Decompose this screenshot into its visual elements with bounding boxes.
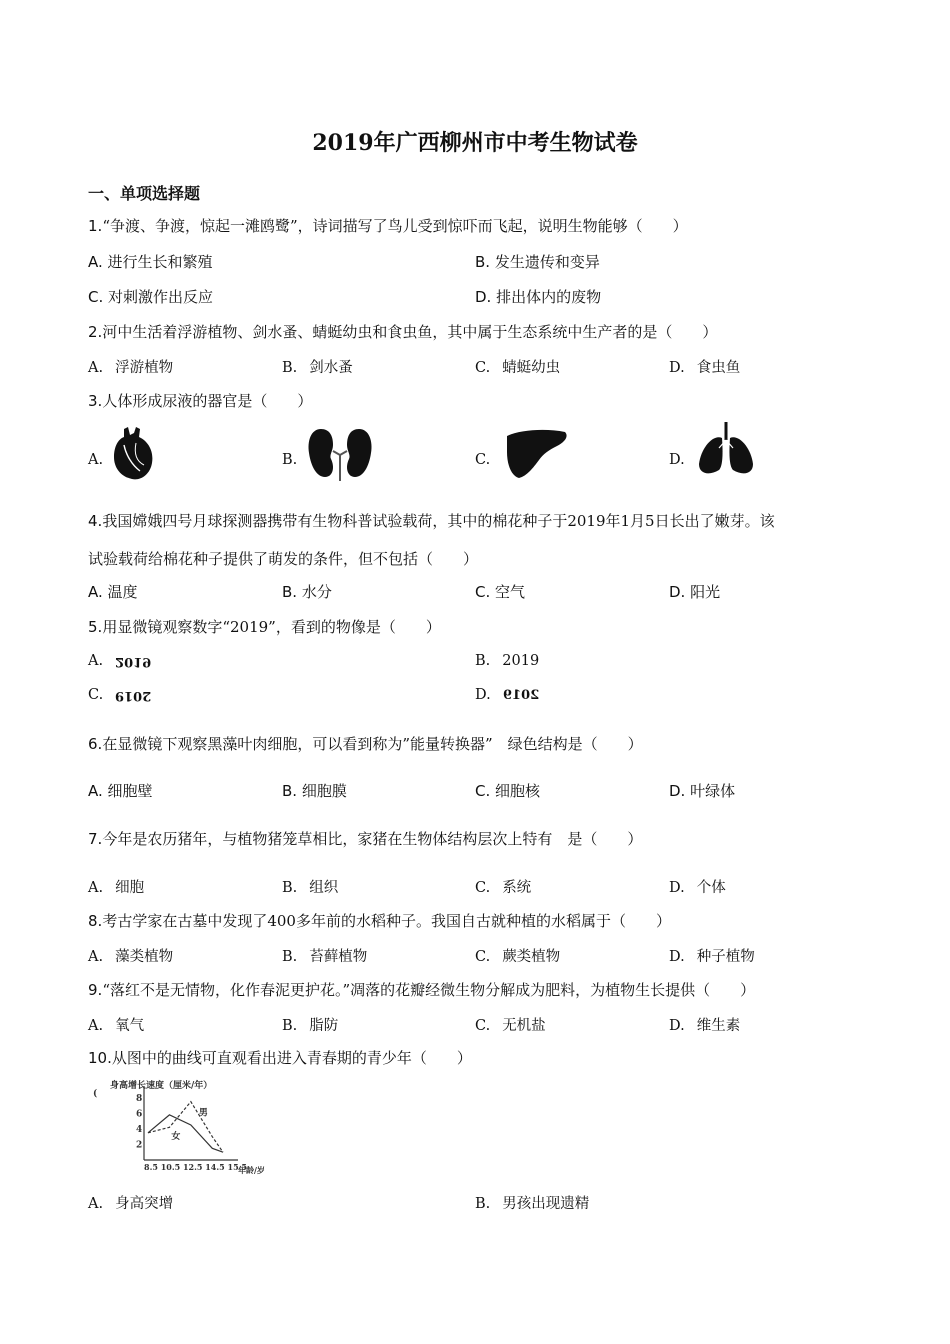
series-line (148, 1102, 223, 1153)
y-tick-label: 8 (136, 1093, 143, 1104)
question-4-cont: 试验载荷给棉花种子提供了萌发的条件，但不包括（ ） (88, 550, 479, 568)
question-9: 9.“落红不是无情物，化作春泥更护花。”凋落的花瓣经微生物分解成为肥料，为植物生长提供（ ） (88, 981, 756, 999)
option-c[interactable]: C. 空气 (475, 583, 526, 601)
option-d[interactable]: D. 种子植物 (669, 949, 755, 965)
y-tick-label: 2 (136, 1140, 143, 1151)
option-c[interactable]: C. (475, 452, 491, 468)
question-7: 7.今年是农历猪年，与植物猪笼草相比，家猪在生物体结构层次上特有 是（ ） (88, 830, 643, 848)
page-title: 2019年广西柳州市中考生物试卷 (312, 130, 638, 156)
option-b[interactable]: B. 脂防 (282, 1018, 339, 1034)
y-tick-label: 4 (136, 1124, 143, 1135)
option-b[interactable]: B. 水分 (282, 583, 332, 601)
option-b[interactable]: B. 剑水蚤 (282, 360, 353, 376)
option-b[interactable]: B. 苔藓植物 (282, 949, 368, 965)
option-a[interactable]: A. 进行生长和繁殖 (88, 253, 213, 271)
y-tick-label: 6 (136, 1109, 143, 1120)
option-c[interactable]: C. 2019 (88, 687, 152, 703)
option-a[interactable]: A. 2019 (88, 653, 152, 669)
option-a[interactable]: A. 身高突增 (88, 1196, 174, 1212)
option-d[interactable]: D. 排出体内的废物 (475, 288, 602, 306)
option-b[interactable]: B. 组织 (282, 880, 339, 896)
lungs-icon (697, 422, 755, 478)
option-c[interactable]: C. 无机盐 (475, 1018, 546, 1034)
option-a[interactable]: A. 细胞壁 (88, 782, 153, 800)
question-3: 3.人体形成尿液的器官是（ ） (88, 392, 313, 410)
option-d[interactable]: D. 叶绿体 (669, 782, 736, 800)
y-label-line1: 身高增长速度（厘米/年） (110, 1081, 213, 1091)
y-label-paren: ( (93, 1089, 98, 1099)
option-a[interactable]: A. 藻类植物 (88, 949, 174, 965)
option-a[interactable]: A. 温度 (88, 583, 138, 601)
question-6: 6.在显微镜下观察黑藻叶肉细胞，可以看到称为”能量转换器” 绿色结构是（ ） (88, 735, 643, 753)
heart-icon (110, 425, 156, 483)
question-2: 2.河中生活着浮游植物、剑水蚤、蜻蜓幼虫和食虫鱼，其中属于生态系统中生产者的是（ ） (88, 323, 718, 341)
question-1: 1.“争渡、争渡，惊起一滩鸥鹭”，诗词描写了鸟儿受到惊吓而飞起，说明生物能够（ ） (88, 217, 688, 235)
option-c[interactable]: C. 对刺激作出反应 (88, 288, 214, 306)
option-d[interactable]: D. 2019 (475, 687, 539, 703)
option-d[interactable]: D. 食虫鱼 (669, 360, 741, 376)
option-a[interactable]: A. 细胞 (88, 880, 145, 896)
x-tick-labels: 8.5 10.5 12.5 14.5 15.5 (144, 1162, 247, 1172)
series-label: 女 (171, 1131, 181, 1142)
option-c[interactable]: C. 蜻蜓幼虫 (475, 360, 561, 376)
growth-chart (88, 1078, 288, 1176)
option-b[interactable]: B. 细胞膜 (282, 782, 347, 800)
option-d[interactable]: D. 阳光 (669, 583, 721, 601)
option-b[interactable]: B. 2019 (475, 653, 540, 669)
option-a[interactable]: A. 浮游植物 (88, 360, 174, 376)
option-a[interactable]: A. (88, 452, 104, 468)
section-heading: 一、单项选择题 (88, 184, 201, 203)
question-4: 4.我国嫦娥四号月球探测器携带有生物科普试验载荷，其中的棉花种子于2019年1月5日长出了嫩芽。该 (88, 512, 775, 530)
option-d[interactable]: D. (669, 452, 685, 468)
option-a[interactable]: A. 氧气 (88, 1018, 145, 1034)
series-label: 男 (198, 1108, 208, 1119)
option-b[interactable]: B. 发生遗传和变异 (475, 253, 600, 271)
option-c[interactable]: C. 细胞核 (475, 782, 541, 800)
option-b[interactable]: B. 男孩出现遗精 (475, 1196, 590, 1212)
option-b[interactable]: B. (282, 452, 298, 468)
question-10: 10.从图中的曲线可直观看出进入青春期的青少年（ ） (88, 1049, 472, 1067)
question-8: 8.考古学家在古墓中发现了400多年前的水稻种子。我国自古就种植的水稻属于（ ） (88, 912, 671, 930)
option-c[interactable]: C. 系统 (475, 880, 532, 896)
option-d[interactable]: D. 维生素 (669, 1018, 741, 1034)
option-d[interactable]: D. 个体 (669, 880, 726, 896)
question-5: 5.用显微镜观察数字“2019”，看到的物像是（ ） (88, 618, 441, 636)
x-axis-label: 年龄/岁 (238, 1165, 265, 1175)
kidneys-icon (305, 425, 375, 483)
series-line (148, 1115, 223, 1152)
option-c[interactable]: C. 蕨类植物 (475, 949, 561, 965)
y-axis-label (93, 1079, 212, 1099)
liver-icon (505, 428, 569, 480)
